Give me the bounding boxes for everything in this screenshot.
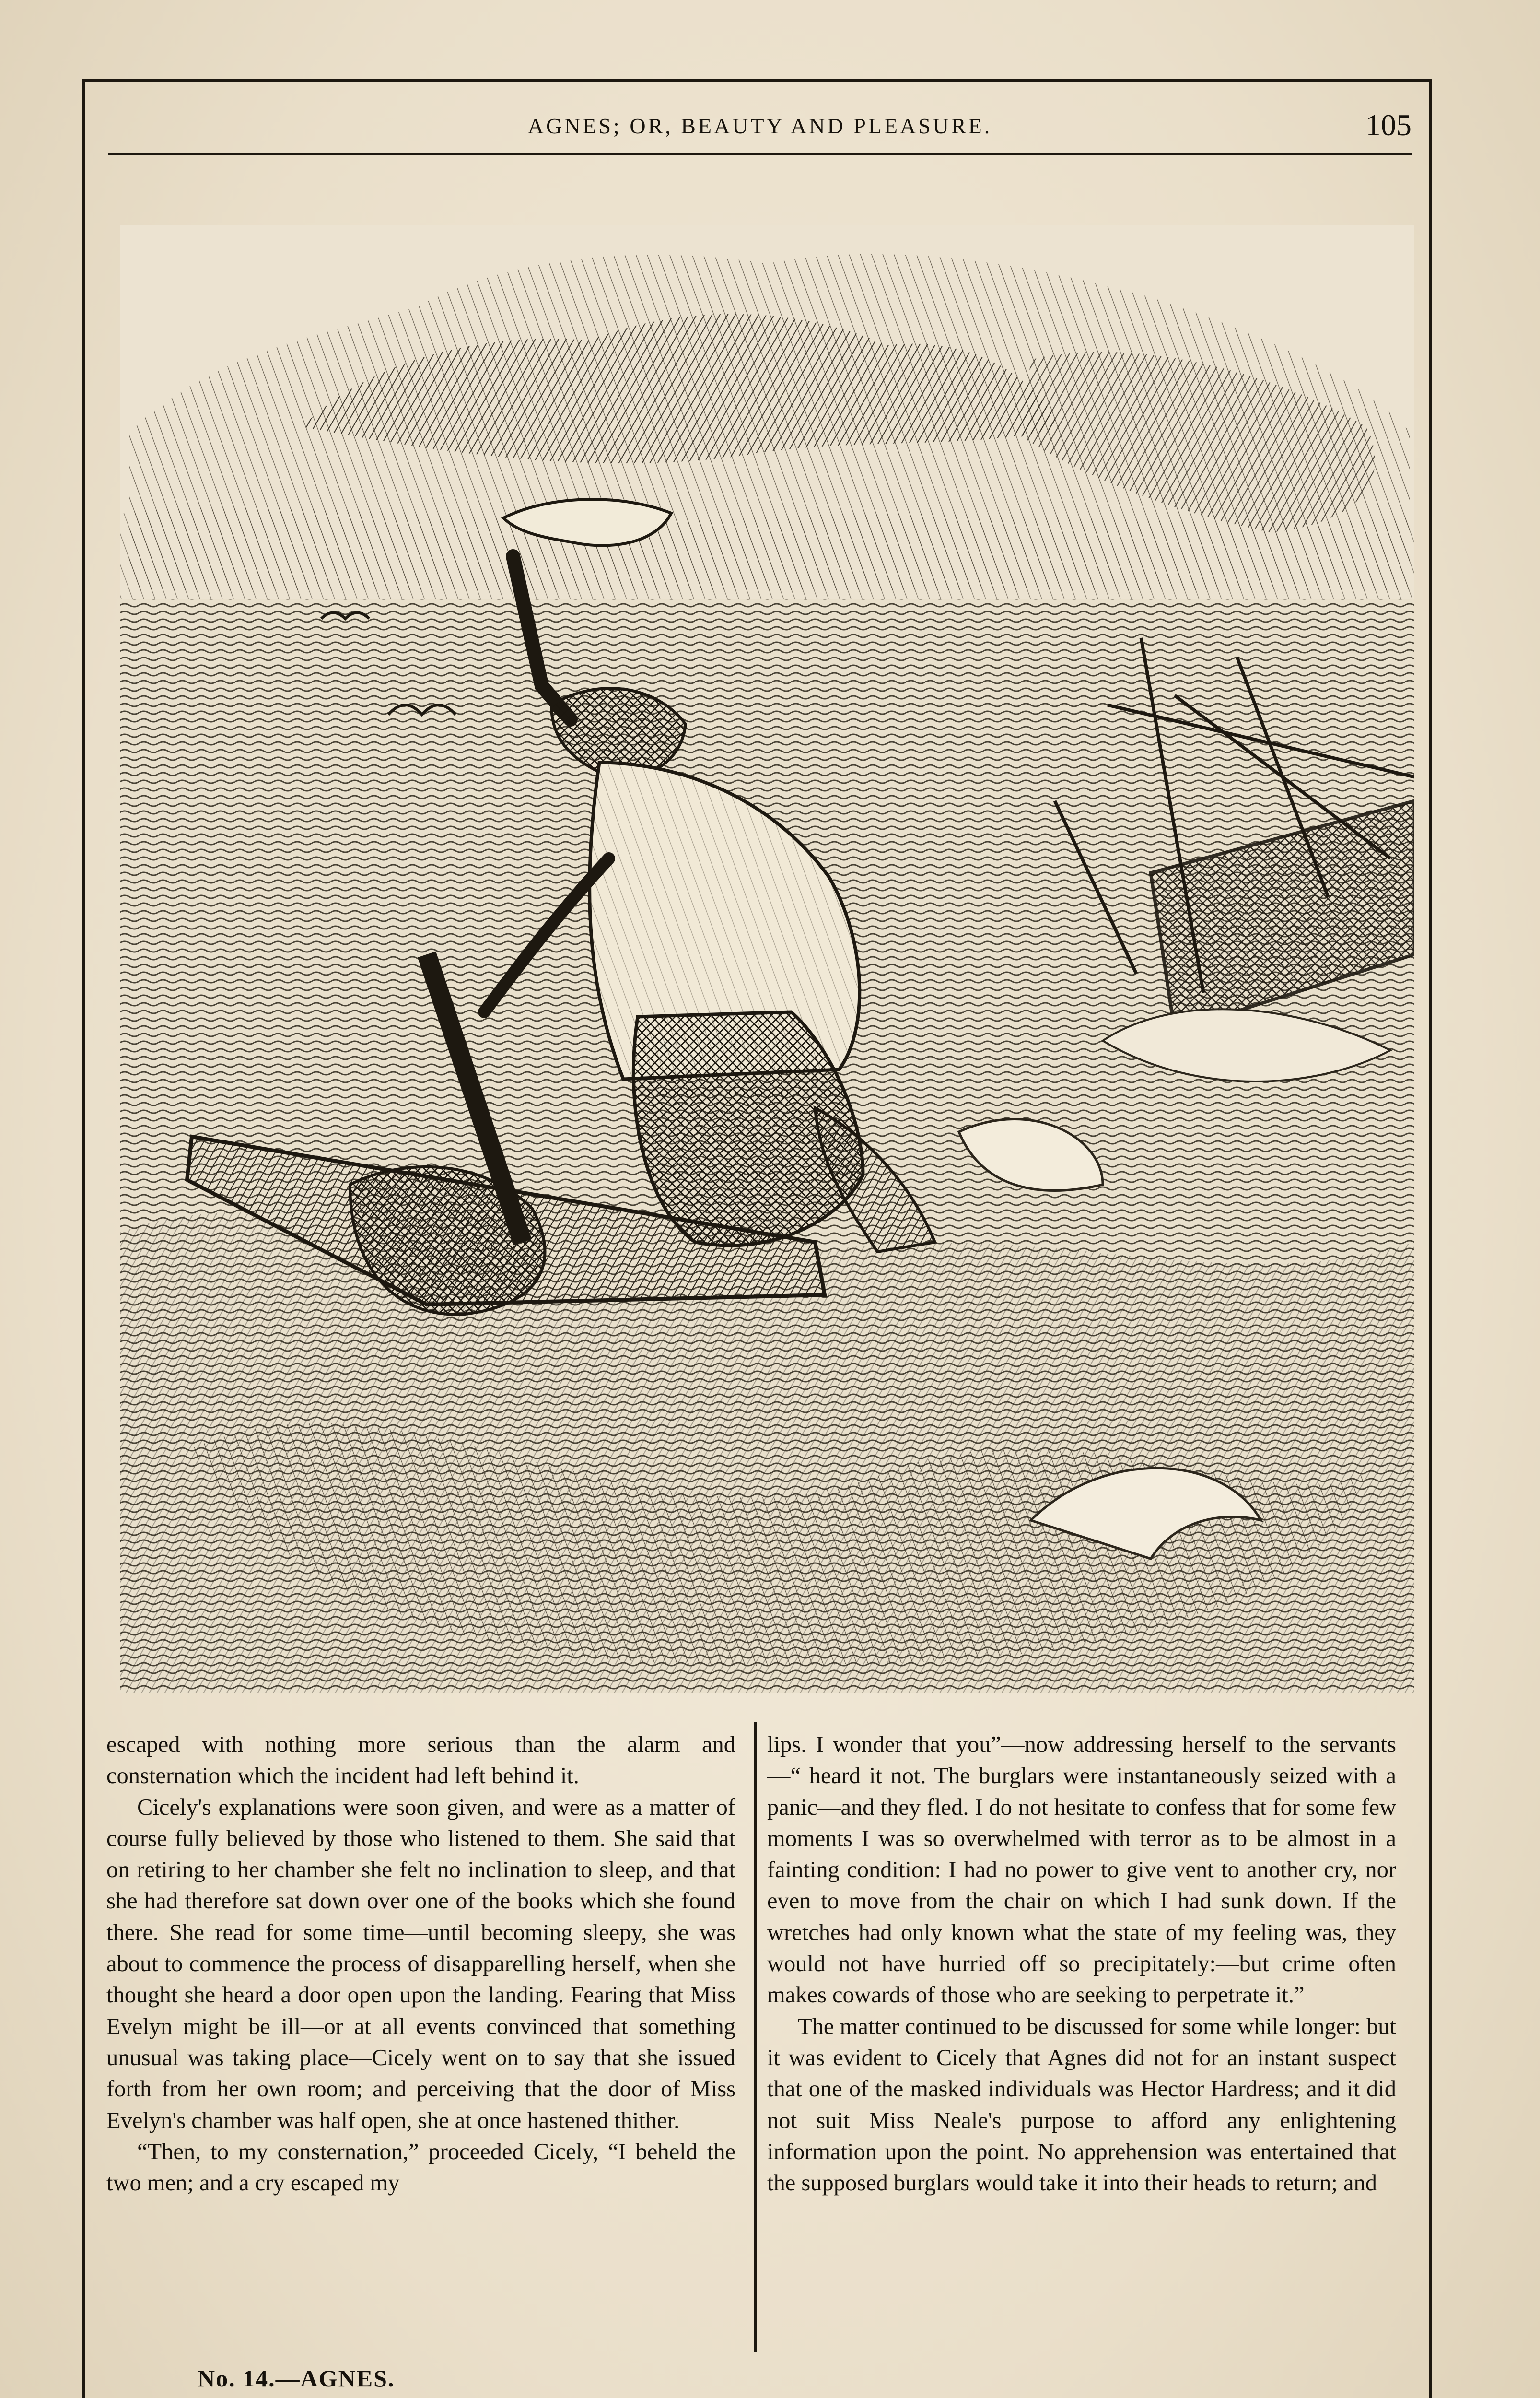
shipwreck-illustration (120, 225, 1414, 1693)
column-divider (754, 1722, 757, 2352)
left-column (106, 1729, 735, 2198)
paragraph: “Then, to my consternation,” proceeded Cicely, “I beheld the two men; and a cry escaped my (106, 2139, 735, 2196)
signature-mark: No. 14.—AGNES. (198, 2365, 395, 2392)
paragraph: The matter continued to be discussed for some while longer: but it was evident to Cicely that Agnes did not for an instant suspect that one of the masked individuals was Hector Hardress; and it did not suit Miss Neale's purpose to afford any enlightening information upon the point. No apprehension was entertained that the supposed burglars would take it into their heads to return; and (767, 2013, 1396, 2196)
header-rule (108, 153, 1412, 155)
paragraph: Cicely's explanations were soon given, and were as a matter of course fully believed by those who listened to them. She said that on retiring to her chamber she felt no inclination to sleep, and that she had therefore sat down over one of the books which she found there. She read for some time—until becoming sleepy, she was about to commence the process of disapparelling herself, when she thought she heard a door open upon the landing. Fearing that Miss Evelyn might be ill—or at all events convinced that something unusual was taking place—Cicely went on to say that she issued forth from her own room; and perceiving that the door of Miss Evelyn's chamber was half open, she at once hastened thither. (106, 1794, 735, 2133)
page-number: 105 (1365, 108, 1412, 142)
paragraph: escaped with nothing more serious than the alarm and consternation which the incident had left behind it. (106, 1732, 735, 1789)
running-title: AGNES; OR, BEAUTY AND PLEASURE. (527, 114, 992, 138)
top-rule (82, 79, 1432, 82)
right-column (767, 1729, 1396, 2198)
paragraph: lips. I wonder that you”—now addressing herself to the servants—“ heard it not. The burglars were instantaneously seized with a panic—and they fled. I do not hesitate to confess that for some few moments I was so overwhelmed with terror as to be almost in a fainting condition: I had no power to give vent to another cry, nor even to move from the chair on which I had sunk down. If the wretches had only known what the state of my feeling was, they would not have hurried off so precipitately:—but crime often makes cowards of those who are seeking to perpetrate it.” (767, 1732, 1396, 2008)
